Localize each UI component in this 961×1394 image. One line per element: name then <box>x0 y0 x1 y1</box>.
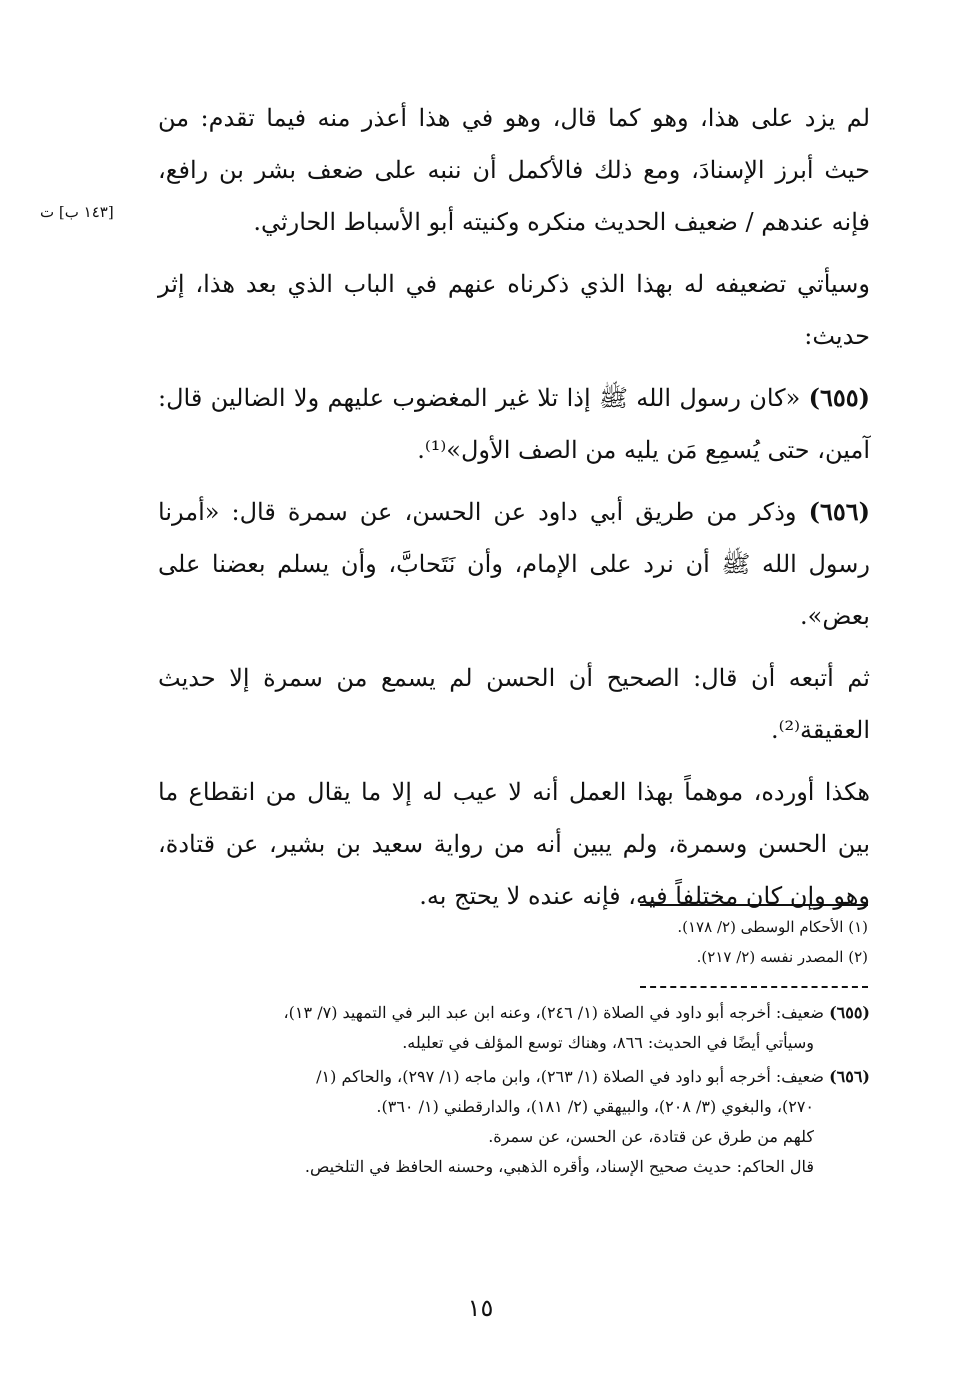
note-line: ضعيف: أخرجه أبو داود في الصلاة (١/ ٢٤٦)، وعنه ابن عبد البر في التمهيد (٧/ ١٣)، <box>283 1003 824 1022</box>
footnote: (٢) المصدر نفسه (٢/ ٢١٧). <box>696 948 868 966</box>
note-line: ٢٧٠)، والبغوي (٣/ ٢٠٨)، والبيهقي (٢/ ١٨١)، والدارقطني (١/ ٣٦٠). <box>376 1097 814 1116</box>
paragraph: هكذا أورده، موهماً بهذا العمل أنه لا عيب له إلا ما يقال من انقطاع ما بين الحسن وسمرة، ولم يبين أنه من رواية سعيد بن بشير، عن قتادة، وهو وإن كان مختلفاً فيه، فإنه عنده لا يحتج به. <box>158 778 870 910</box>
note-line: ضعيف: أخرجه أبو داود في الصلاة (١/ ٢٦٣)، وابن ماجه (١/ ٢٩٧)، والحاكم (١/ <box>316 1067 824 1086</box>
hadith-notes <box>158 998 870 1186</box>
note-hadith-number: (٦٥٦) <box>829 1067 870 1086</box>
manuscript-folio-note: [١٤٣ ب] ت <box>40 203 114 221</box>
footnote: (١) الأحكام الوسطى (٢/ ١٧٨). <box>677 918 868 936</box>
paragraph: ثم أتبعه أن قال: الصحيح أن الحسن لم يسمع من سمرة إلا حديث العقيقة⁽²⁾. <box>158 664 870 744</box>
note-line: وسيأتي أيضًا في الحديث: ٨٦٦، وهناك توسع المؤلف في تعليله. <box>402 1033 814 1052</box>
paragraph: لم يزد على هذا، وهو كما قال، وهو في هذا أعذر منه فيما تقدم: من حيث أبرز الإسنادَ، ومع ذلك فالأكمل أن ننبه على ضعف بشر بن رافع، فإنه عندهم / ضعيف الحديث منكره وكنيته أبو الأسباط الحارثي. <box>158 104 870 236</box>
hadith-text: «كان رسول الله ﷺ إذا تلا غير المغضوب عليهم ولا الضالين قال: آمين، حتى يُسمِع مَن يليه من الصف الأول»⁽¹⁾. <box>158 384 870 464</box>
page-number: ١٥ <box>467 1294 494 1322</box>
hadith-text: وذكر من طريق أبي داود عن الحسن، عن سمرة قال: «أمرنا رسول الله ﷺ أن نرد على الإمام، وأن نَتَحابَّ، وأن يسلم بعضنا على بعض». <box>158 498 870 630</box>
hadith-656 <box>158 486 870 642</box>
notes-separator <box>640 986 868 988</box>
note-line: قال الحاكم: حديث صحيح الإسناد، وأقره الذهبي، وحسنه الحافظ في التلخيص. <box>304 1157 814 1176</box>
main-text <box>158 92 870 932</box>
hadith-note-656 <box>158 1062 870 1182</box>
paragraph: وسيأتي تضعيفه له بهذا الذي ذكرناه عنهم في الباب الذي بعد هذا، إثر حديث: <box>158 270 870 350</box>
note-hadith-number: (٦٥٥) <box>829 1003 870 1022</box>
hadith-655 <box>158 372 870 476</box>
footnotes <box>600 912 868 972</box>
note-line: كلهم من طرق عن قتادة، عن الحسن، عن سمرة. <box>488 1127 814 1146</box>
hadith-note-655 <box>158 998 870 1058</box>
footnote-separator <box>640 904 868 906</box>
hadith-number: (٦٥٥) <box>808 383 870 412</box>
hadith-number: (٦٥٦) <box>808 497 870 526</box>
